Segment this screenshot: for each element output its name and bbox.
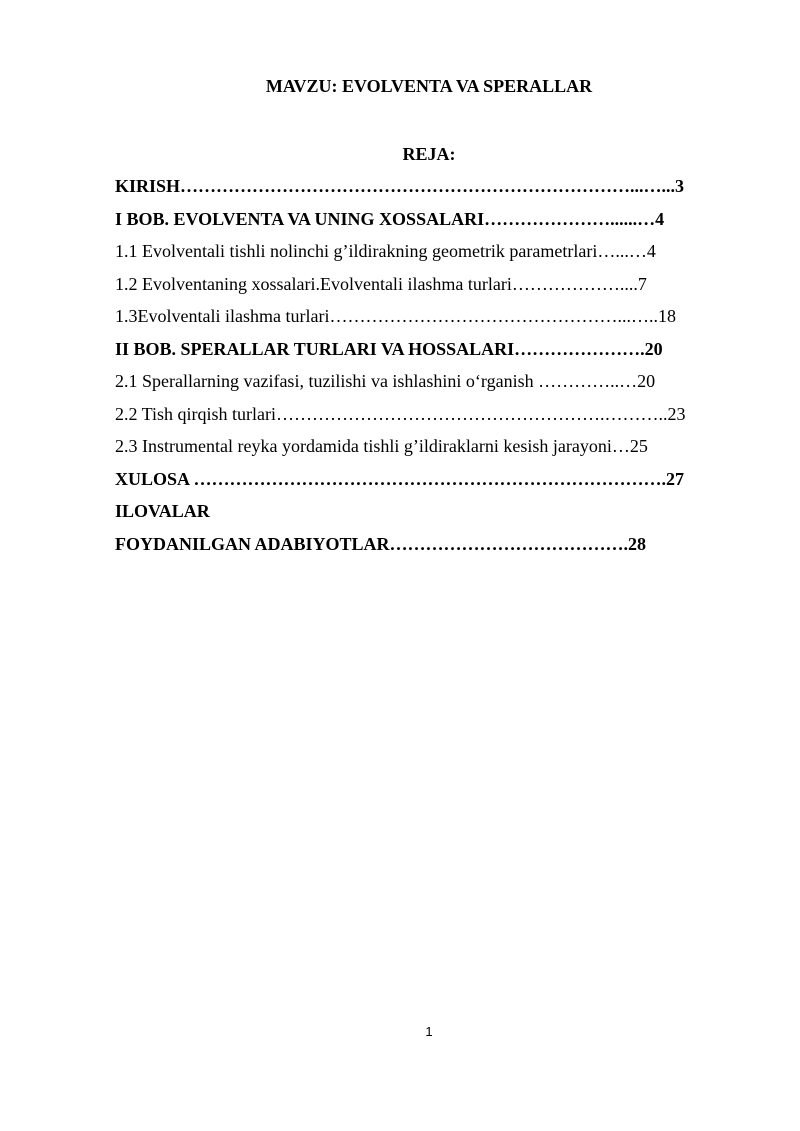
toc-entry-1-3: 1.3Evolventali ilashma turlari…………………………………………...…..18: [115, 306, 676, 326]
toc-entry-chapter-2: II BOB. SPERALLAR TURLARI VA HOSSALARI………………….20: [115, 338, 663, 359]
toc-entry-2-3: 2.3 Instrumental reyka yordamida tishli g’ildiraklarni kesish jarayoni…25: [115, 436, 648, 456]
toc-entry-1-1: 1.1 Evolventali tishli nolinchi g’ildirakning geometrik parametrlari…...…4: [115, 241, 656, 261]
toc-entry-ilovalar: ILOVALAR: [115, 501, 210, 521]
page-number: 1: [425, 1024, 433, 1039]
toc-entry-2-2: 2.2 Tish qirqish turlari……………………………………………….………..23: [115, 403, 686, 424]
toc-entry-chapter-1: I BOB. EVOLVENTA VA UNING XOSSALARI…………………......…4: [115, 208, 665, 229]
toc-entry-kirish: KIRISH…………………………………………………………………...…...3: [115, 176, 685, 196]
toc-entry-1-2: 1.2 Evolventaning xossalari.Evolventali ilashma turlari………………....7: [115, 273, 647, 294]
toc-entry-2-1: 2.1 Sperallarning vazifasi, tuzilishi va ishlashini o‘rganish …………..…20: [115, 371, 656, 391]
toc-entry-xulosa: XULOSA …………………………………………………………………….27: [115, 468, 685, 489]
plan-heading: REJA:: [402, 144, 456, 164]
table-of-contents: [115, 175, 715, 565]
document-title: MAVZU: EVOLVENTA VA SPERALLAR: [265, 76, 593, 96]
toc-entry-adabiyotlar: FOYDANILGAN ADABIYOTLAR………………………………….28: [115, 533, 647, 554]
